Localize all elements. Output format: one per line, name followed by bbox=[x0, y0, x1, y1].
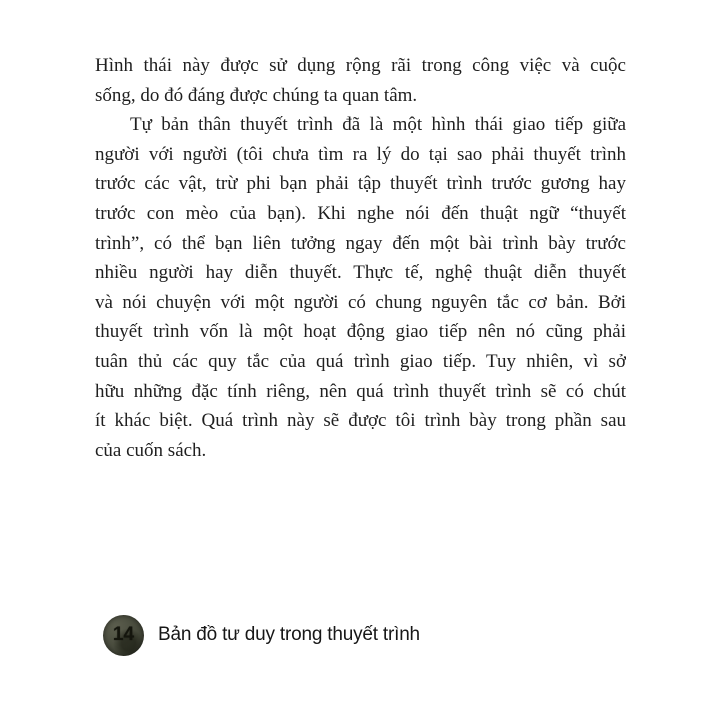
text-line: hữu những đặc tính riêng, nên quá trình thuyết trình sẽ có chút bbox=[95, 380, 626, 402]
body-text bbox=[95, 51, 626, 465]
text-line: người với người (tôi chưa tìm ra lý do tại sao phải thuyết trình bbox=[95, 143, 626, 165]
text-line: Hình thái này được sử dụng rộng rãi trong công việc và cuộc bbox=[95, 55, 626, 76]
page-number: 14 bbox=[112, 624, 135, 645]
text-line: nhiều người hay diễn thuyết. Thực tế, nghệ thuật diễn thuyết bbox=[95, 262, 626, 284]
text-line: trước các vật, trừ phi bạn phải tập thuyết trình trước gương hay bbox=[95, 173, 626, 195]
page-number-badge bbox=[103, 615, 144, 656]
text-line: sống, do đó đáng được chúng ta quan tâm. bbox=[95, 84, 418, 106]
text-line: thuyết trình vốn là một hoạt động giao tiếp nên nó cũng phải bbox=[95, 321, 626, 343]
text-line: của cuốn sách. bbox=[95, 439, 207, 461]
text-line: ít khác biệt. Quá trình này sẽ được tôi trình bày trong phần sau bbox=[95, 410, 626, 432]
text-line: trình”, có thể bạn liên tưởng ngay đến một bài trình bày trước bbox=[95, 232, 626, 254]
text-line: và nói chuyện với một người có chung nguyên tắc cơ bản. Bởi bbox=[95, 291, 626, 313]
running-footer-title: Bản đồ tư duy trong thuyết trình bbox=[158, 624, 420, 645]
text-line: Tự bản thân thuyết trình đã là một hình thái giao tiếp giữa bbox=[130, 114, 626, 136]
text-line: tuân thủ các quy tắc của quá trình giao tiếp. Tuy nhiên, vì sở bbox=[95, 350, 626, 372]
page-footer bbox=[95, 610, 595, 660]
text-line: trước con mèo của bạn). Khi nghe nói đến thuật ngữ “thuyết bbox=[95, 202, 626, 224]
